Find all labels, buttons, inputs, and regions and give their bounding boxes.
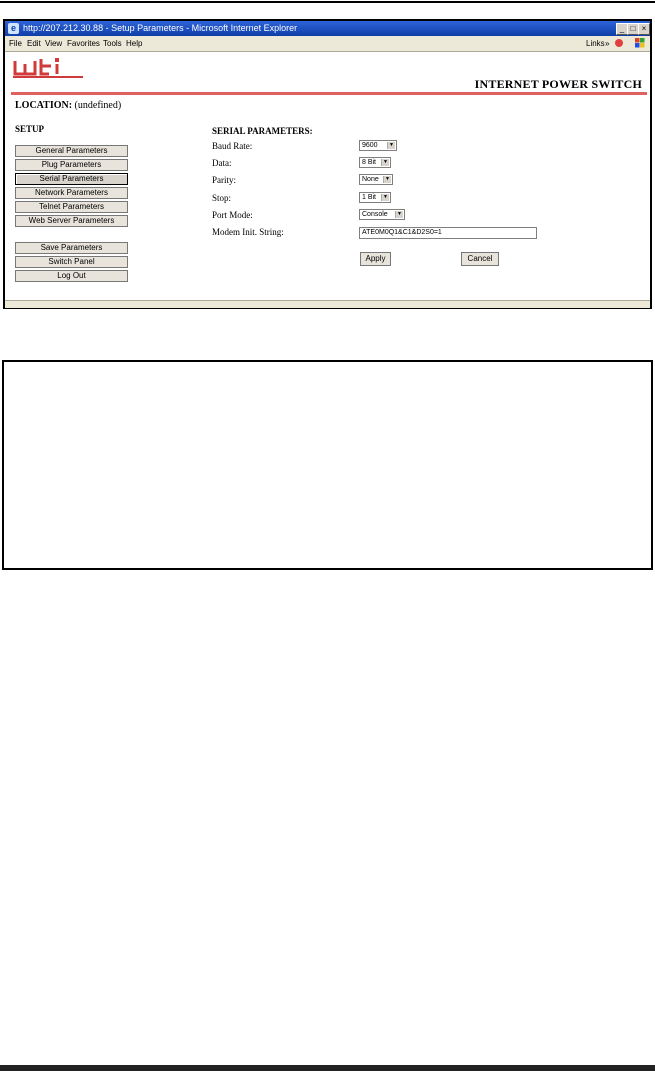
- chevron-down-icon: ▼: [381, 159, 389, 166]
- chevron-down-icon: ▼: [383, 176, 391, 183]
- port-mode-select[interactable]: [359, 209, 405, 220]
- browser-window: [3, 19, 652, 309]
- menu-bar: [5, 36, 650, 52]
- port-mode-value: Console: [362, 211, 388, 218]
- window-title: http://207.212.30.88 - Setup Parameters - Microsoft Internet Explorer: [23, 23, 298, 33]
- chevron-down-icon: ▼: [395, 211, 403, 218]
- apply-button[interactable]: Apply: [360, 252, 391, 266]
- links-button[interactable]: Links: [586, 39, 605, 48]
- location-line: [15, 100, 121, 111]
- bottom-rule: [0, 1065, 655, 1071]
- brand-title: INTERNET POWER SWITCH: [474, 77, 642, 91]
- data-bits-select[interactable]: [359, 157, 391, 168]
- close-button[interactable]: ×: [638, 23, 650, 35]
- windows-flag-icon: [635, 38, 645, 48]
- log-out-button[interactable]: Log Out: [15, 270, 128, 282]
- minimize-button[interactable]: _: [616, 23, 628, 35]
- menu-tools[interactable]: Tools: [103, 39, 122, 48]
- nav-telnet-parameters[interactable]: Telnet Parameters: [15, 201, 128, 213]
- switch-panel-button[interactable]: Switch Panel: [15, 256, 128, 268]
- serial-parameters-heading: SERIAL PARAMETERS:: [212, 126, 313, 136]
- title-bar: [5, 21, 650, 36]
- baud-rate-select[interactable]: [359, 140, 397, 151]
- menu-file[interactable]: File: [9, 39, 22, 48]
- nav-serial-parameters[interactable]: Serial Parameters: [15, 173, 128, 185]
- chevron-down-icon: ▼: [381, 194, 389, 201]
- location-label: LOCATION:: [15, 100, 73, 111]
- empty-frame: [2, 360, 653, 570]
- menu-edit[interactable]: Edit: [27, 39, 41, 48]
- stop-bits-select[interactable]: [359, 192, 391, 203]
- modem-init-label: Modem Init. String:: [212, 227, 284, 237]
- ie-icon: e: [8, 23, 19, 34]
- menu-view[interactable]: View: [45, 39, 63, 48]
- nav-plug-parameters[interactable]: Plug Parameters: [15, 159, 128, 171]
- menu-help[interactable]: Help: [126, 39, 143, 48]
- top-rule: [0, 1, 655, 3]
- data-bits-value: 8 Bit: [362, 159, 377, 166]
- links-chevron-icon[interactable]: »: [605, 39, 610, 48]
- wti-logo: [13, 57, 83, 79]
- maximize-button[interactable]: □: [627, 23, 639, 35]
- header-divider: [11, 92, 647, 95]
- nav-network-parameters[interactable]: Network Parameters: [15, 187, 128, 199]
- cancel-button[interactable]: Cancel: [461, 252, 499, 266]
- parity-select[interactable]: [359, 174, 393, 185]
- parity-label: Parity:: [212, 175, 236, 185]
- location-value: (undefined): [74, 100, 122, 111]
- modem-init-input[interactable]: ATE0M0Q1&C1&D2S0=1: [359, 227, 537, 239]
- page-content: [5, 52, 650, 300]
- setup-heading: SETUP: [15, 124, 45, 134]
- nav-web-server-parameters[interactable]: Web Server Parameters: [15, 215, 128, 227]
- chevron-down-icon: ▼: [387, 142, 395, 149]
- toolbar-icon[interactable]: [615, 39, 623, 47]
- baud-rate-label: Baud Rate:: [212, 141, 253, 151]
- stop-bits-value: 1 Bit: [362, 194, 377, 201]
- parity-value: None: [362, 176, 379, 183]
- baud-rate-value: 9600: [362, 142, 378, 149]
- save-parameters-button[interactable]: Save Parameters: [15, 242, 128, 254]
- stop-label: Stop:: [212, 193, 232, 203]
- data-label: Data:: [212, 158, 232, 168]
- status-bar: [5, 300, 650, 308]
- menu-favorites[interactable]: Favorites: [67, 39, 100, 48]
- nav-general-parameters[interactable]: General Parameters: [15, 145, 128, 157]
- port-mode-label: Port Mode:: [212, 210, 253, 220]
